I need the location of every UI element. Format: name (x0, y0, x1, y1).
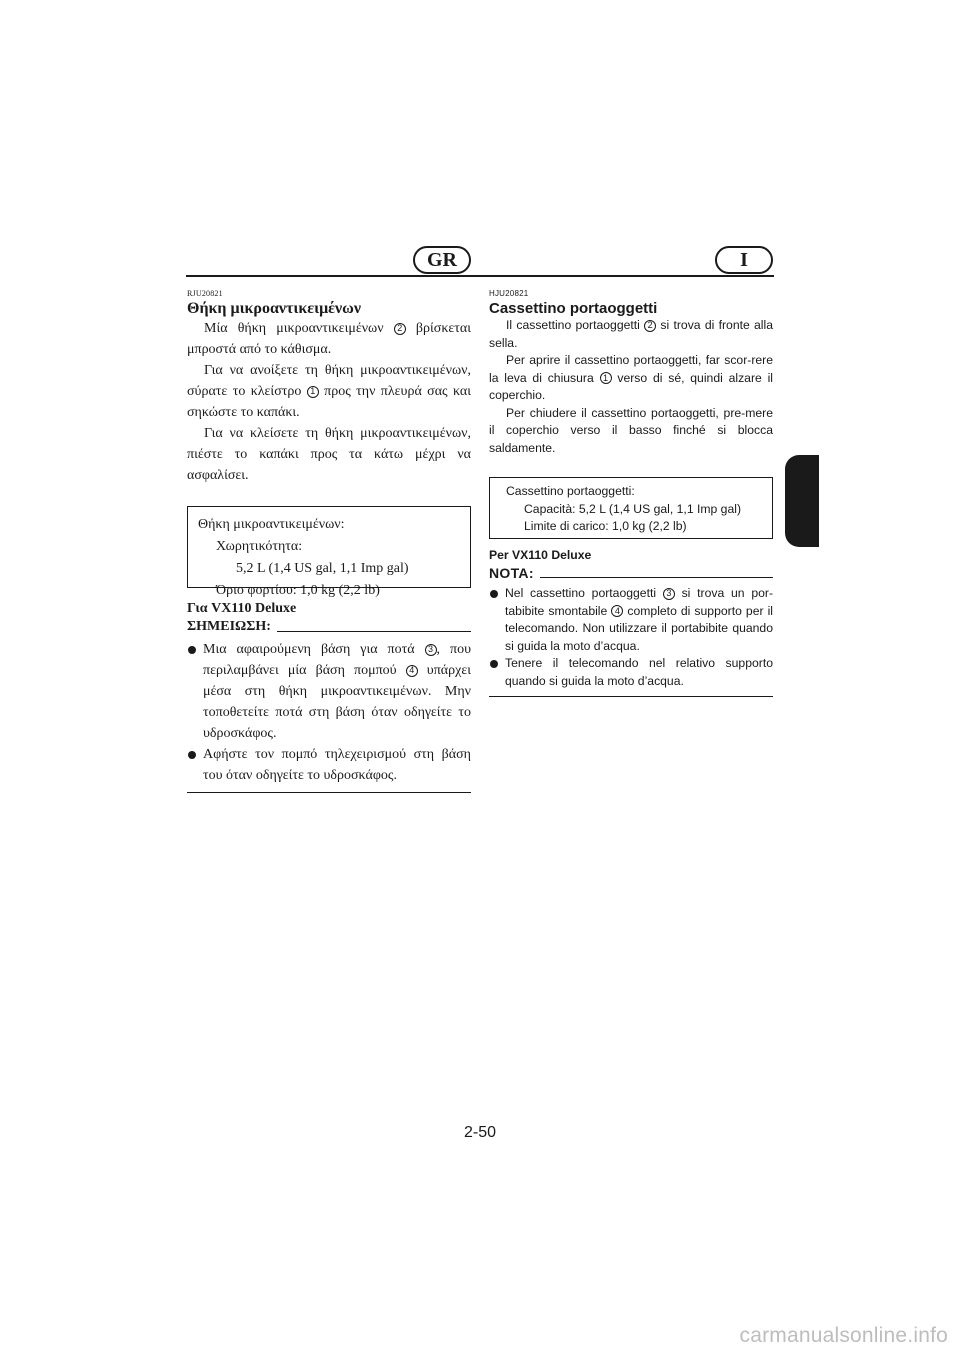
section-code: RJU20821 (187, 289, 223, 298)
paragraph-3: Για να κλείσετε τη θήκη μικροαντικειμένων, πιέστε το καπάκι προς τα κάτω μέχρι να ασφαλίσει. (187, 426, 471, 483)
spec-line-capacity-value: 5,2 L (1,4 US gal, 1,1 Imp gal) (236, 561, 409, 576)
callout-2: 2 (644, 320, 656, 332)
section-code: HJU20821 (489, 289, 529, 298)
note-header (489, 564, 773, 582)
greek-column (187, 284, 471, 793)
paragraph-1: Il cassettino portaoggetti 2 si trova di fronte alla sella. (489, 318, 773, 350)
note-item: Nel cassettino portaoggetti 3 si trova un por-tabibite smontabile 4 completo di supporto per il telecomando. Non utilizzare il portabibite quando si guida la moto d’acqua. (489, 585, 773, 655)
callout-3: 3 (663, 588, 675, 600)
callout-3: 3 (425, 644, 437, 656)
spec-line-load-limit: Όριο φορτίου: 1,0 kg (2,2 lb) (216, 583, 380, 598)
note-end-rule (187, 792, 471, 793)
paragraph-1: Μία θήκη μικροαντικειμένων 2 βρίσκεται μπροστά από το κάθισμα. (187, 321, 471, 357)
language-badge-it: I (715, 246, 773, 274)
callout-1: 1 (307, 386, 319, 398)
model-heading: Για VX110 Deluxe (187, 601, 297, 616)
callout-2: 2 (394, 323, 406, 335)
watermark-link[interactable]: carmanualsonline.info (739, 1324, 948, 1347)
note-label: NOTA: (489, 565, 534, 581)
spec-line-title: Cassettino portaoggetti: (506, 484, 635, 498)
spec-box (489, 477, 773, 539)
callout-1: 1 (600, 372, 612, 384)
language-badge-gr: GR (413, 246, 471, 274)
italian-column (489, 284, 773, 697)
callout-4: 4 (611, 605, 623, 617)
note-rule (540, 577, 773, 578)
paragraph-2: Per aprire il cassettino portaoggetti, far scor-rere la leva di chiusura 1 verso di sé, quindi alzare il coperchio. (489, 353, 773, 402)
spec-line-capacity: Capacità: 5,2 L (1,4 US gal, 1,1 Imp gal) (524, 501, 742, 516)
spec-line-title: Θήκη μικροαντικειμένων: (198, 517, 345, 532)
chapter-thumb-tab (785, 455, 819, 547)
model-heading: Per VX110 Deluxe (489, 548, 592, 562)
note-item: Tenere il telecomando nel relativo supporto quando si guida la moto d’acqua. (489, 655, 773, 690)
page-number: 2-50 (463, 1124, 497, 1141)
note-list (489, 585, 773, 690)
paragraph-3: Per chiudere il cassettino portaoggetti, pre-mere il coperchio verso il basso finché si blocca saldamente. (489, 405, 773, 455)
note-list (187, 639, 471, 786)
callout-4: 4 (406, 665, 418, 677)
paragraph-2: Για να ανοίξετε τη θήκη μικροαντικειμένων, σύρατε το κλείστρο 1 προς την πλευρά σας και σηκώστε το καπάκι. (187, 363, 472, 420)
spec-box (187, 506, 471, 598)
note-item: Μια αφαιρούμενη βάση για ποτά 3 , που περιλαμβάνει μία βάση πομπού 4 υπάρχει μέσα στη θήκη μικροαντικειμένων. Μην τοποθετείτε ποτά στη βάση όταν οδηγείτε το υδροσκάφος. (187, 639, 471, 744)
note-label: ΣΗΜΕΙΩΣΗ: (187, 619, 271, 634)
section-title: Θήκη μικροαντικειμένων (187, 300, 361, 317)
section-title: Cassettino portaoggetti (489, 300, 658, 317)
header-rule (186, 275, 774, 277)
spec-line-capacity-label: Χωρητικότητα: (216, 539, 303, 554)
note-rule (277, 631, 471, 632)
note-end-rule (489, 696, 773, 697)
note-item: Αφήστε τον πομπό τηλεχειρισμού στη βάση του όταν οδηγείτε το υδροσκάφος. (187, 744, 471, 786)
spec-line-load-limit: Limite di carico: 1,0 kg (2,2 lb) (524, 519, 687, 533)
note-header (187, 618, 471, 636)
